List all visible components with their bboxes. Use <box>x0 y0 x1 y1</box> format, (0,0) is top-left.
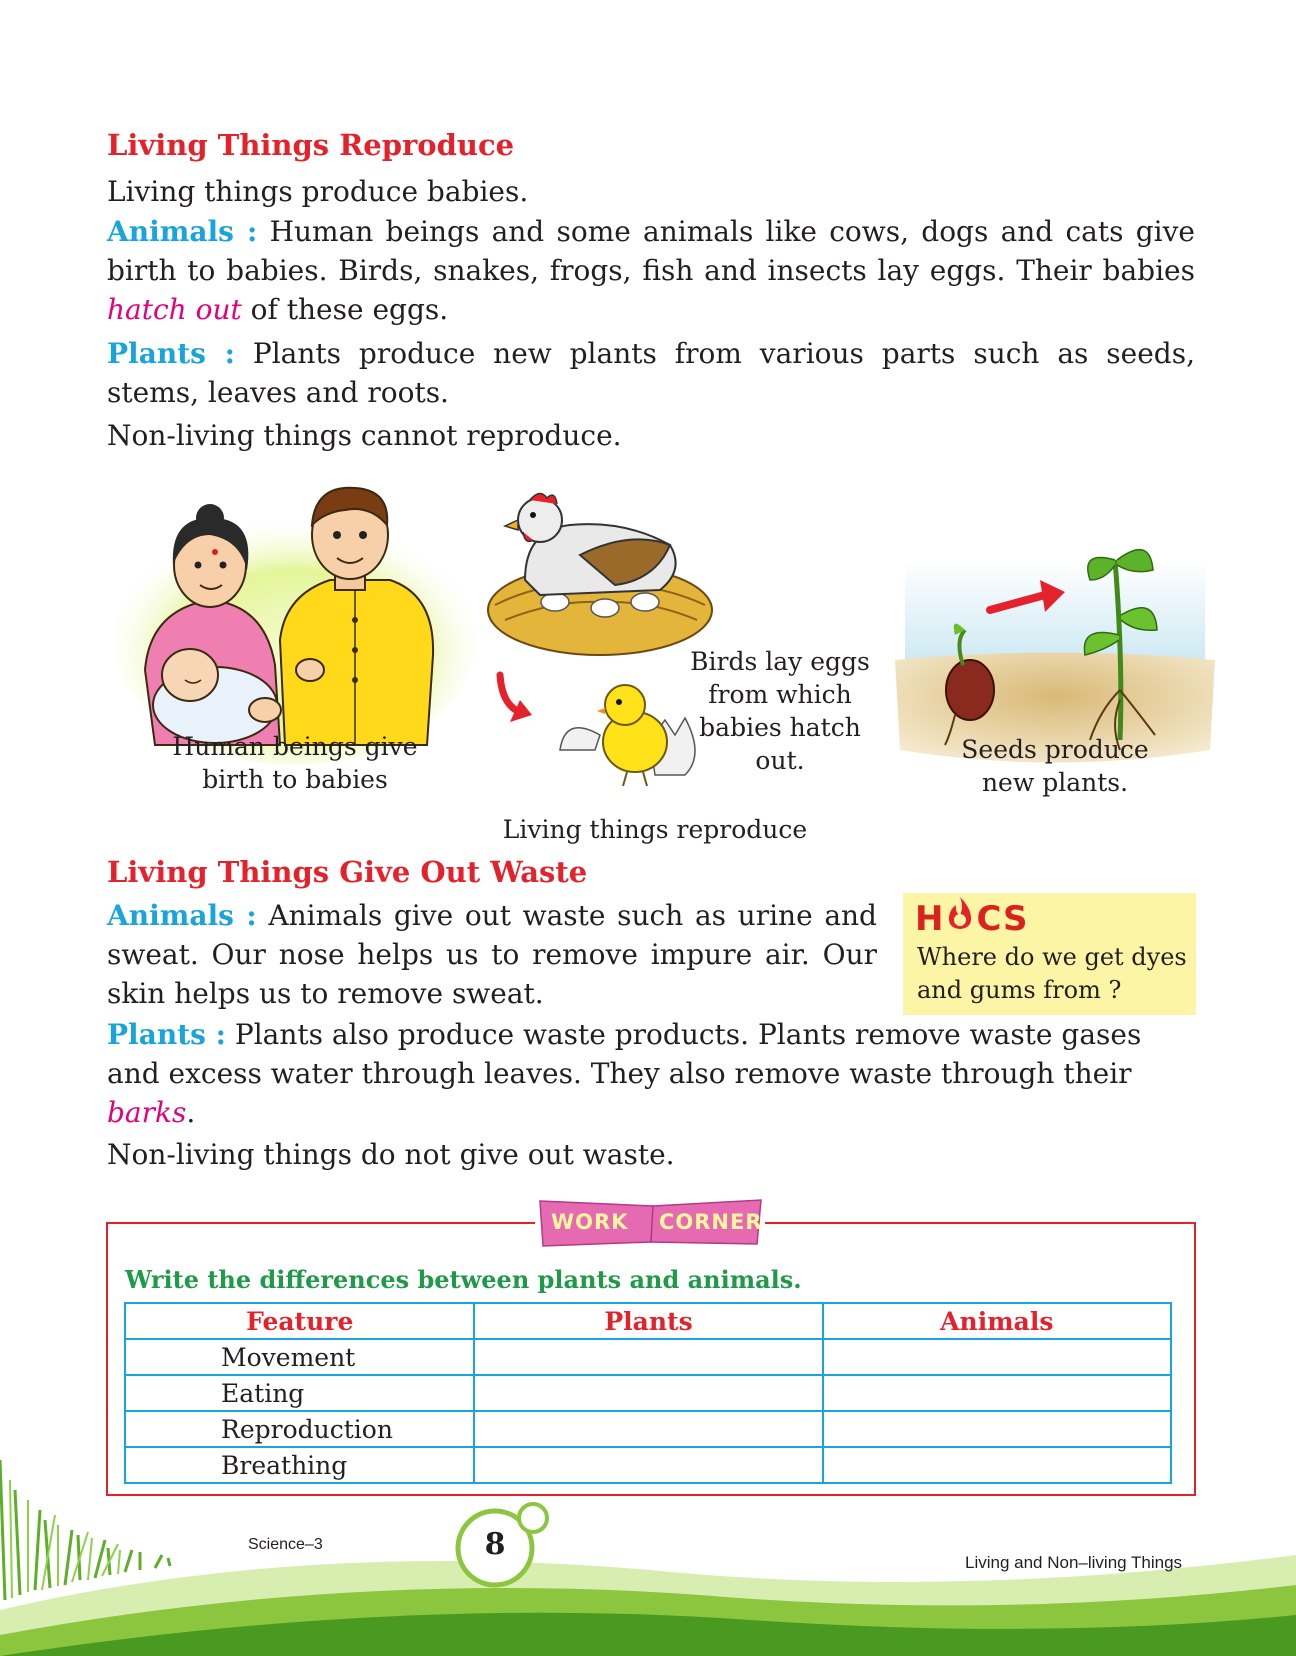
section-heading-waste: Living Things Give Out Waste <box>107 855 588 889</box>
waste-animals-text: Animals give out waste such as urine and sweat. Our nose helps us to remove impure air. Our skin helps us to remove sweat. <box>107 899 877 1010</box>
waste-plants-text-b: . <box>186 1096 196 1129</box>
nonliving-waste: Non-living things do not give out waste. <box>107 1138 675 1171</box>
section-heading-reproduce: Living Things Reproduce <box>107 128 515 162</box>
reproduce-caption: Living things reproduce <box>502 815 808 844</box>
hocs-title <box>915 899 1029 939</box>
work-corner-badge <box>535 1198 765 1248</box>
plants-answer-cell[interactable] <box>474 1339 822 1375</box>
grass-footer-decoration <box>0 1420 1296 1656</box>
hocs-box <box>903 893 1196 1015</box>
animals-term: Animals : <box>107 215 258 248</box>
waste-plants-paragraph <box>107 1015 1195 1132</box>
hatch-out-term: hatch out <box>107 293 242 326</box>
nonliving-reproduce: Non-living things cannot reproduce. <box>107 419 622 452</box>
family-caption: Human beings give birth to babies <box>172 732 418 794</box>
page-number: 8 <box>484 1527 506 1562</box>
barks-term: barks <box>107 1096 187 1129</box>
header-plants: Plants <box>474 1303 822 1339</box>
animals-answer-cell[interactable] <box>823 1339 1171 1375</box>
work-instruction: Write the differences between plants and animals. <box>125 1265 802 1294</box>
arrow-down-icon <box>490 670 540 730</box>
footer-book-title: Science–3 <box>248 1536 323 1553</box>
work-label: WORK <box>551 1210 629 1234</box>
table-header-row <box>125 1303 1171 1339</box>
waste-animals-paragraph <box>107 896 877 1013</box>
family-illustration <box>115 480 475 770</box>
feature-cell: Breathing <box>125 1447 474 1483</box>
plants-term: Plants : <box>107 337 235 370</box>
waste-plants-term: Plants : <box>107 1018 226 1051</box>
animals-text-a: Human beings and some animals like cows, dogs and cats give birth to babies. Birds, snakes, frogs, fish and insects lay eggs. Their babies <box>107 215 1195 287</box>
animals-text-b: of these eggs. <box>241 293 449 326</box>
corner-label: CORNER <box>659 1210 763 1234</box>
footer-chapter-title: Living and Non–living Things <box>965 1553 1183 1572</box>
table-row <box>125 1339 1171 1375</box>
reproduce-intro: Living things produce babies. <box>107 175 529 208</box>
feature-cell: Eating <box>125 1375 474 1411</box>
seeds-caption: Seeds produce new plants. <box>961 735 1149 797</box>
waste-animals-term: Animals : <box>107 899 257 932</box>
animals-answer-cell[interactable] <box>823 1375 1171 1411</box>
feature-cell: Movement <box>125 1339 474 1375</box>
table-row <box>125 1375 1171 1411</box>
hocs-question: Where do we get dyes and gums from ? <box>917 943 1187 1004</box>
hocs-title-h: H <box>915 899 945 939</box>
flame-icon <box>944 903 976 933</box>
plants-text: Plants produce new plants from various parts such as seeds, stems, leaves and roots. <box>107 337 1195 409</box>
plants-paragraph <box>107 334 1195 412</box>
feature-cell: Reproduction <box>125 1411 474 1447</box>
header-animals: Animals <box>823 1303 1171 1339</box>
hen-on-nest-illustration <box>485 490 715 660</box>
waste-plants-text-a: Plants also produce waste products. Plants remove waste gases and excess water through leaves. They also remove waste through their <box>107 1018 1142 1090</box>
hocs-title-rest: CS <box>976 899 1029 939</box>
plants-answer-cell[interactable] <box>474 1375 822 1411</box>
animals-paragraph <box>107 212 1195 329</box>
header-feature: Feature <box>125 1303 474 1339</box>
birds-caption: Birds lay eggs from which babies hatch out. <box>690 647 870 775</box>
